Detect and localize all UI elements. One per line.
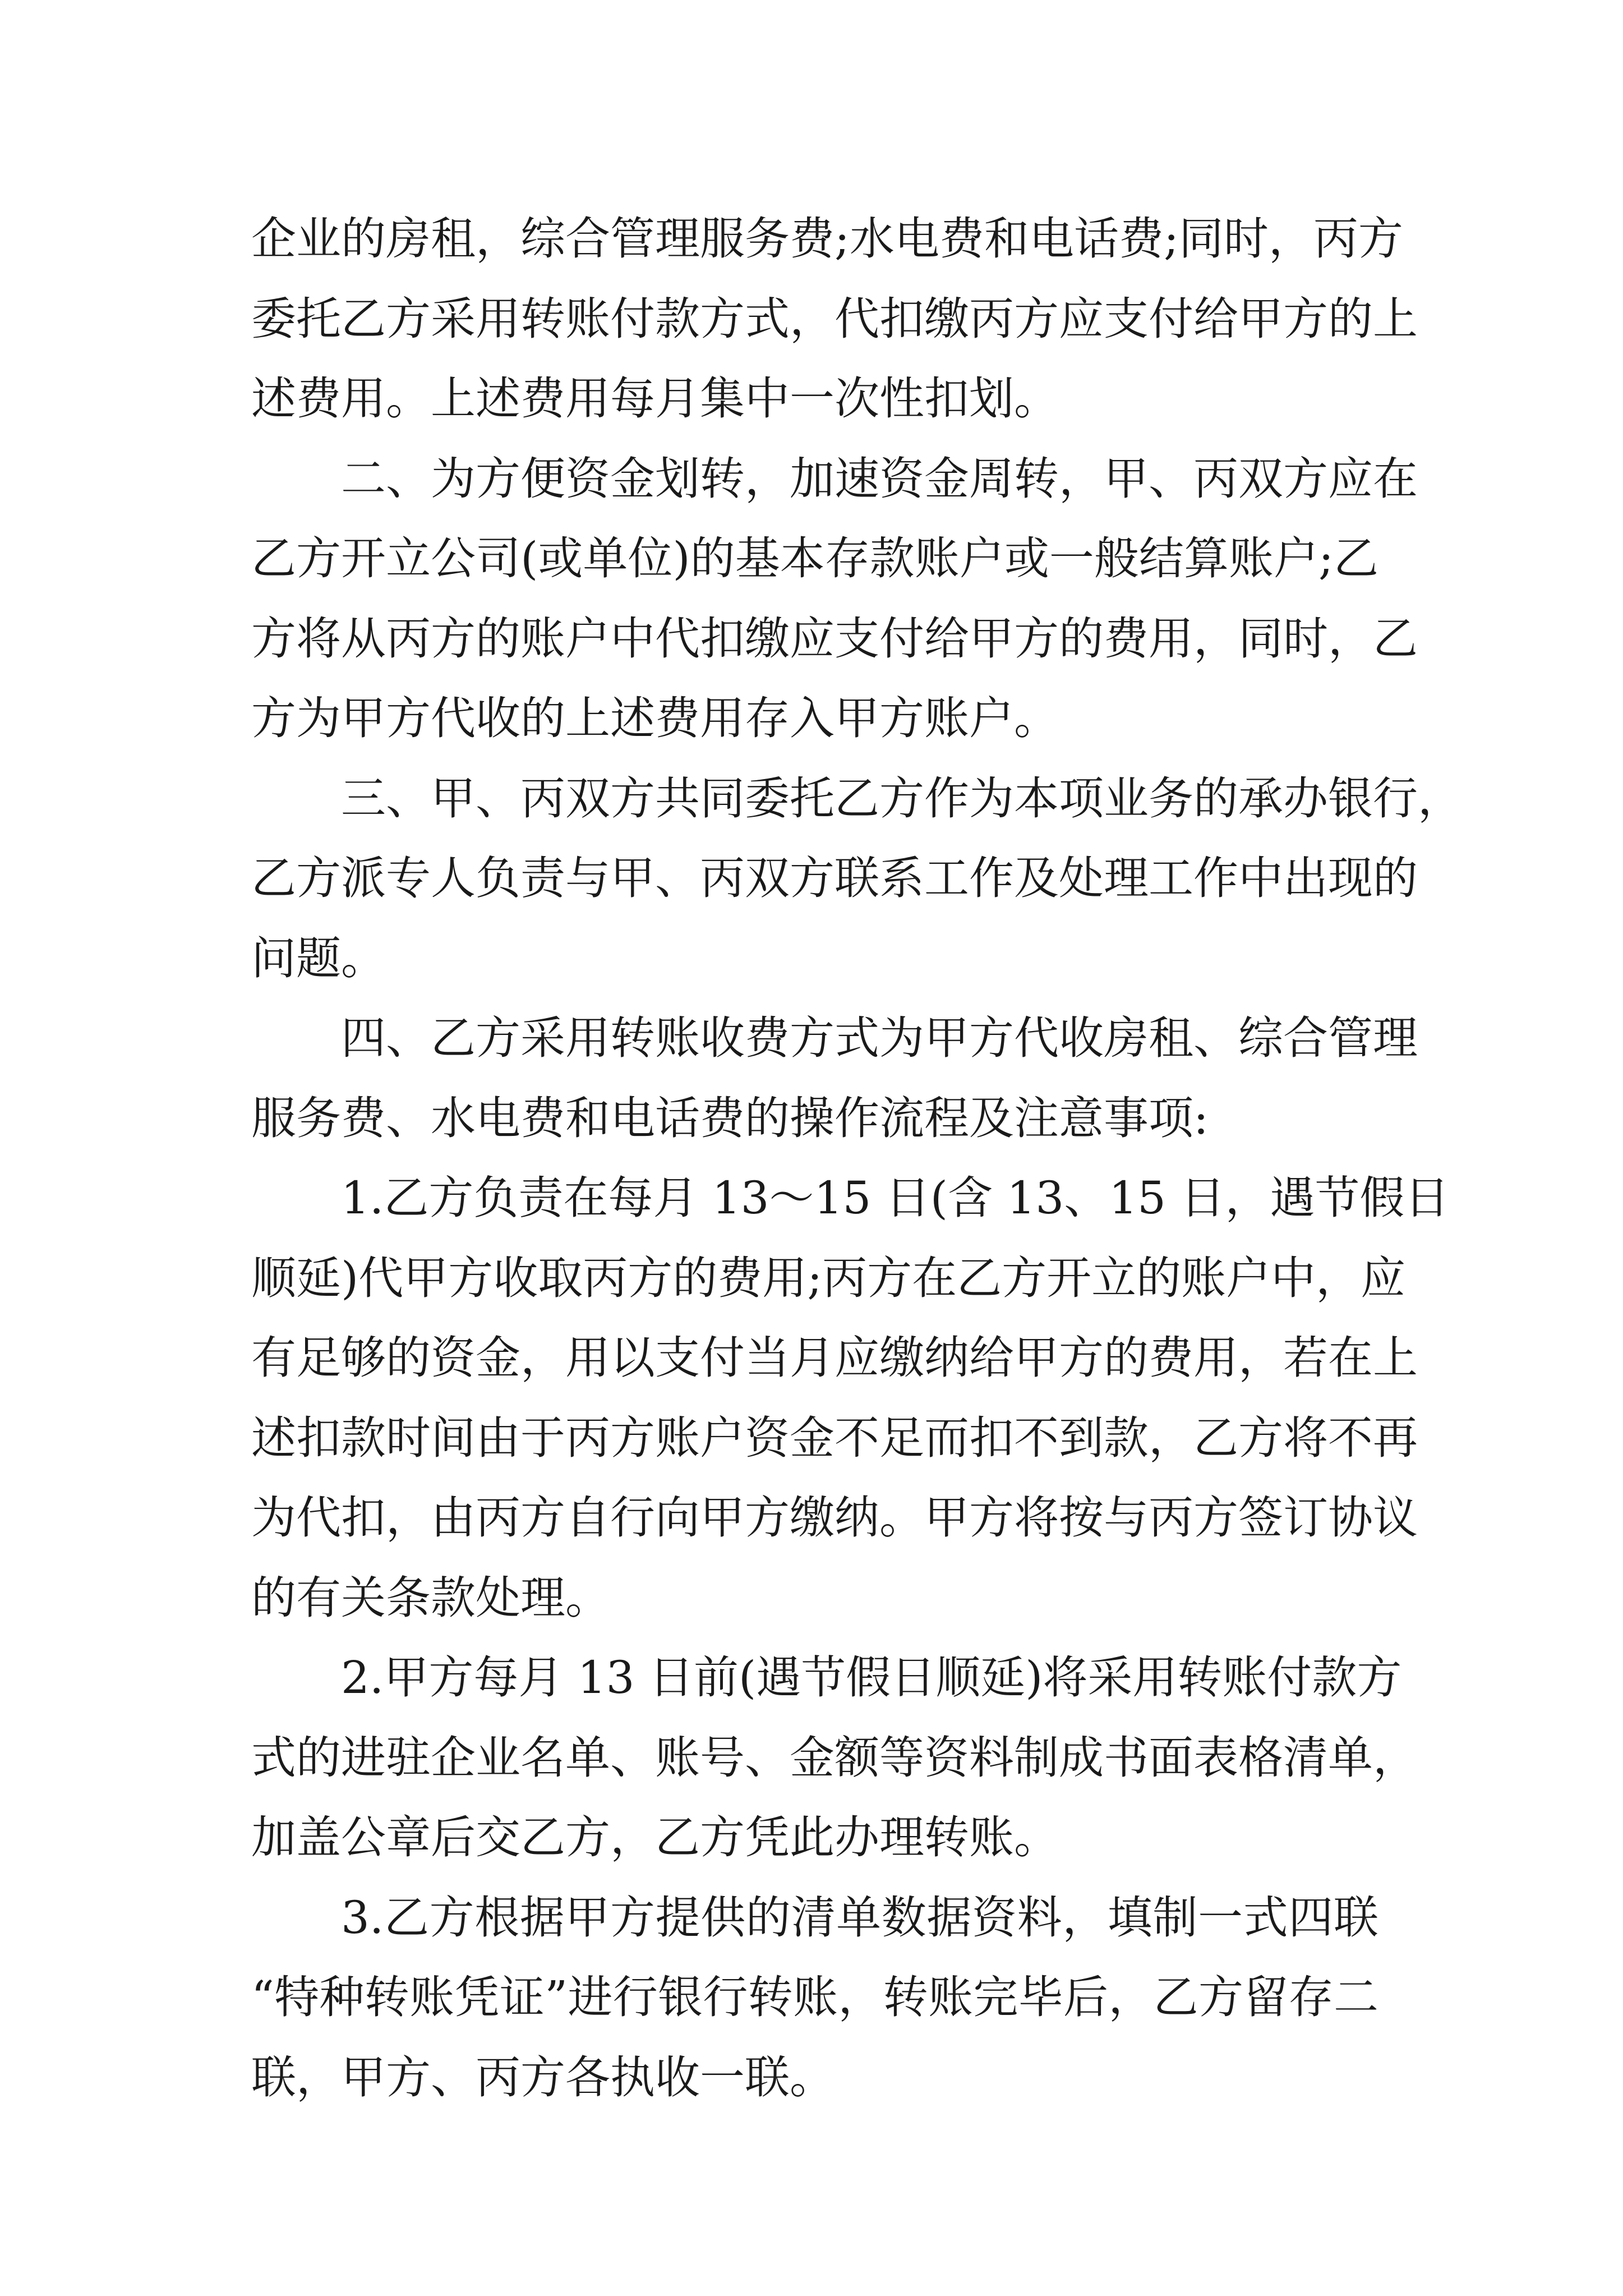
text-line: 述费用。上述费用每月集中一次性扣划。: [251, 372, 1059, 425]
text-line: 3.乙方根据甲方提供的清单数据资料，填制一式四联: [341, 1891, 1378, 1944]
text-line: 方将从丙方的账户中代扣缴应支付给甲方的费用，同时，乙: [251, 612, 1418, 665]
text-line: 企业的房租，综合管理服务费;水电费和电话费;同时，丙方: [251, 213, 1403, 265]
paragraph-item-2: [251, 1638, 1418, 1878]
text-line: 有足够的资金，用以支付当月应缴纳给甲方的费用，若在上: [251, 1332, 1418, 1384]
text-line: “特种转账凭证”进行银行转账，转账完毕后，乙方留存二: [251, 1971, 1378, 2023]
paragraph-clause-4: [251, 999, 1418, 1158]
document-body: [251, 199, 1463, 2118]
text-line: 述扣款时间由于丙方账户资金不足而扣不到款，乙方将不再: [251, 1411, 1418, 1464]
paragraph-item-1: [251, 1158, 1450, 1638]
text-line: 四、乙方采用转账收费方式为甲方代收房租、综合管理: [341, 1012, 1418, 1064]
text-line: 服务费、水电费和电话费的操作流程及注意事项:: [251, 1092, 1209, 1144]
text-line: 1.乙方负责在每月 13～15 日(含 13、15 日，遇节假日: [341, 1172, 1450, 1224]
paragraph-clause-2: [251, 439, 1418, 759]
text-line: 问题。: [251, 932, 386, 984]
text-line: 式的进驻企业名单、账号、金额等资料制成书面表格清单，: [251, 1731, 1418, 1784]
text-line: 乙方派专人负责与甲、丙双方联系工作及处理工作中出现的: [251, 852, 1418, 904]
paragraph-clause-3: [251, 759, 1463, 999]
text-line: 加盖公章后交乙方，乙方凭此办理转账。: [251, 1811, 1059, 1864]
text-line: 方为甲方代收的上述费用存入甲方账户。: [251, 692, 1059, 744]
text-line: 乙方开立公司(或单位)的基本存款账户或一般结算账户;乙: [251, 532, 1378, 585]
text-line: 2.甲方每月 13 日前(遇节假日顺延)将采用转账付款方: [341, 1651, 1402, 1704]
text-line: 三、甲、丙双方共同委托乙方作为本项业务的承办银行，: [341, 772, 1463, 825]
text-line: 二、为方便资金划转，加速资金周转，甲、丙双方应在: [341, 452, 1418, 505]
text-line: 的有关条款处理。: [251, 1571, 610, 1624]
paragraph-continuation: [251, 199, 1418, 439]
text-line: 顺延)代甲方收取丙方的费用;丙方在乙方开立的账户中，应: [251, 1251, 1406, 1304]
text-line: 为代扣，由丙方自行向甲方缴纳。甲方将按与丙方签订协议: [251, 1492, 1418, 1544]
text-line: 联，甲方、丙方各执收一联。: [251, 2051, 834, 2104]
paragraph-item-3: [251, 1878, 1378, 2118]
text-line: 委托乙方采用转账付款方式，代扣缴丙方应支付给甲方的上: [251, 292, 1418, 345]
